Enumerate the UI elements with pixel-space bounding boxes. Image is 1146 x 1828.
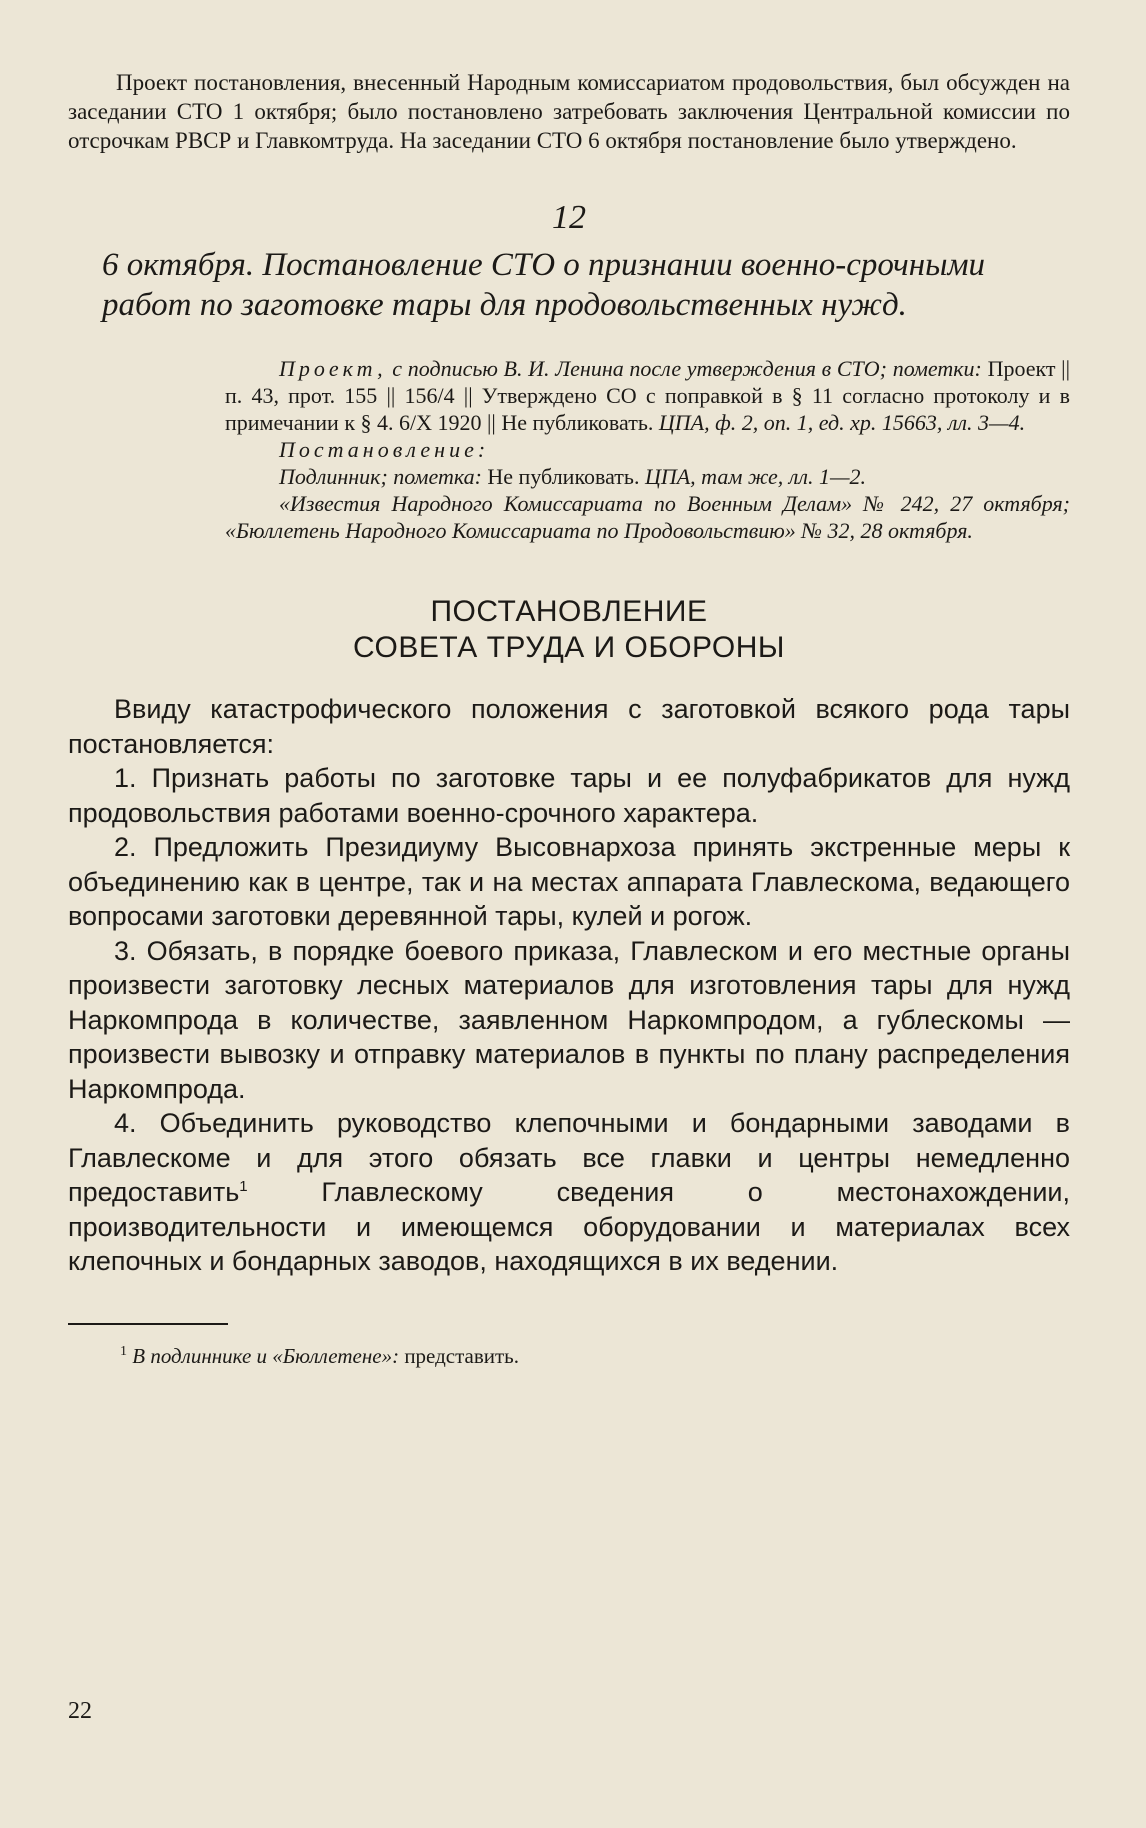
source-publication: «Известия Народного Комиссариата по Военным Делам» № 242, 27 октября; «Бюллетень Народного Комиссариата по Продовольствию» № 32, 28 октября. bbox=[225, 491, 1070, 543]
source-original-archive: ЦПА, там же, лл. 1—2. bbox=[644, 464, 867, 489]
page-number: 22 bbox=[68, 1698, 92, 1724]
resolution-heading bbox=[68, 594, 1070, 666]
footnote-italic: В подлиннике и «Бюллетене»: bbox=[127, 1343, 405, 1368]
document-number: 12 bbox=[552, 199, 586, 236]
resolution-item-4: 4. Объединить руководство клепочными и бондарными заводами в Главлескоме и для этого обязать все главки и центры немедленно предоставить$^1$ Главлескому сведения о местонахождении, производительности и имеющемся оборудовании и материалах всех клепочных и бондарных заводов, находящихся в их ведении. bbox=[68, 1108, 1070, 1276]
source-draft bbox=[225, 355, 1070, 436]
resolution-body bbox=[68, 692, 1070, 1279]
source-original-mark: Не публиковать. bbox=[487, 464, 645, 489]
intro-paragraph: Проект постановления, внесенный Народным комиссариатом продовольствия, был обсужден на заседании СТО 1 октября; было постановлено затребовать заключения Центральной комиссии по отсрочкам РВСР и Главкомтруда. На заседании СТО 6 октября постановление было утверждено. bbox=[68, 70, 1070, 153]
source-draft-desc: с подписью В. И. Ленина после утверждения в СТО; пометки: bbox=[386, 356, 988, 381]
source-original-desc: Подлинник; пометка: bbox=[279, 464, 488, 489]
document-title: 6 октября. Постановление СТО о признании военно-срочными работ по заготовке тары для продовольственных нужд. bbox=[102, 247, 986, 323]
footnote-text: представить. bbox=[404, 1343, 520, 1368]
resolution-preamble: Ввиду катастрофического положения с заготовкой всякого рода тары постановляется: bbox=[68, 694, 1070, 759]
source-draft-label: Проект, bbox=[279, 356, 387, 381]
resolution-item-2: 2. Предложить Президиуму Высовнархоза принять экстренные меры к объединению как в центре, так и на местах аппарата Главлескома, ведающего вопросами заготовки деревянной тары, кулей и рогож. bbox=[68, 832, 1070, 931]
source-original bbox=[225, 463, 1070, 490]
footnote bbox=[68, 1343, 1070, 1369]
heading-line-2: СОВЕТА ТРУДА И ОБОРОНЫ bbox=[353, 631, 785, 664]
resolution-item-3: 3. Обязать, в порядке боевого приказа, Главлеском и его местные органы произвести заготовку лесных материалов для изготовления тары для нужд Наркомпрода в количестве, заявленном Наркомпродом, а гублескомы — произвести вывозку и отправку материалов в пункты по плану распределения Наркомпрода. bbox=[68, 935, 1070, 1104]
source-resolution-label: Постановление: bbox=[279, 437, 490, 462]
source-draft-archive: ЦПА, ф. 2, оп. 1, ед. хр. 15663, лл. 3—4. bbox=[653, 410, 1026, 435]
heading-line-1: ПОСТАНОВЛЕНИЕ bbox=[430, 595, 708, 628]
footnote-mark: 1 bbox=[120, 1343, 127, 1359]
footnote-ref: 1 bbox=[239, 1178, 248, 1195]
source-notes bbox=[225, 355, 1070, 544]
footnote-divider bbox=[68, 1323, 228, 1325]
source-draft-marks: Проект || п. 43, прот. 155 || 156/4 || Утверждено СО с поправкой в § 11 согласно протоколу и в примечании к § 4. 6/X 1920 || Не публиковать. bbox=[225, 356, 1070, 435]
resolution-item-1: 1. Признать работы по заготовке тары и ее полуфабрикатов для нужд продовольствия работами военно-срочного характера. bbox=[68, 763, 1070, 828]
